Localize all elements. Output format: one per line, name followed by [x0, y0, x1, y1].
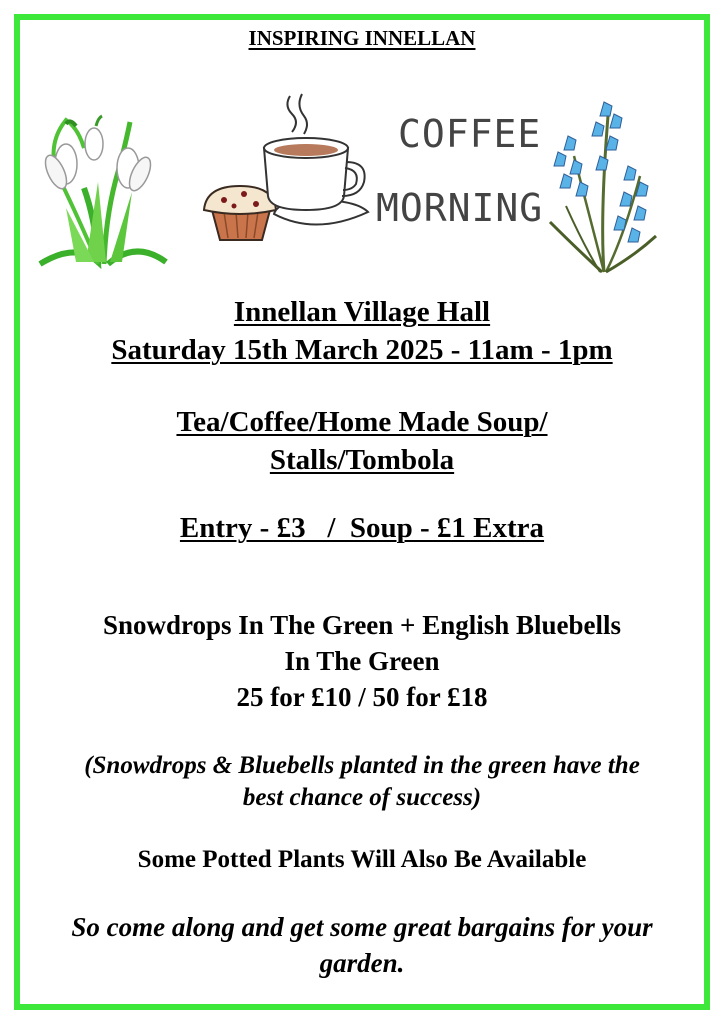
closing-line-2: garden. — [319, 948, 405, 978]
note-line-2: best chance of success) — [242, 784, 482, 811]
bluebell-icon — [544, 96, 660, 276]
note-line-1: (Snowdrops & Bluebells planted in the green have the — [84, 752, 640, 779]
pricing-entry: Entry - £3 / Soup - £1 Extra — [179, 512, 545, 544]
poster-title: INSPIRING INNELLAN — [248, 26, 476, 50]
plants-line-1: Snowdrops In The Green + English Bluebells — [102, 610, 622, 640]
coffee-cup-icon — [256, 92, 376, 232]
potted-plants-text: Some Potted Plants Will Also Be Available — [137, 846, 587, 873]
offerings-line-1: Tea/Coffee/Home Made Soup/ — [176, 406, 548, 438]
venue-name: Innellan Village Hall — [233, 296, 491, 328]
plants-price: 25 for £10 / 50 for £18 — [236, 682, 488, 712]
event-date-time: Saturday 15th March 2025 - 11am - 1pm — [111, 334, 613, 366]
morning-logo-text: MORNING — [376, 186, 544, 230]
closing-line-1: So come along and get some great bargains for your — [71, 912, 653, 942]
coffee-logo-text: COFFEE — [398, 112, 542, 156]
snowdrop-icon — [36, 112, 172, 270]
offerings-line-2: Stalls/Tombola — [269, 444, 455, 476]
plants-line-2: In The Green — [284, 646, 440, 676]
